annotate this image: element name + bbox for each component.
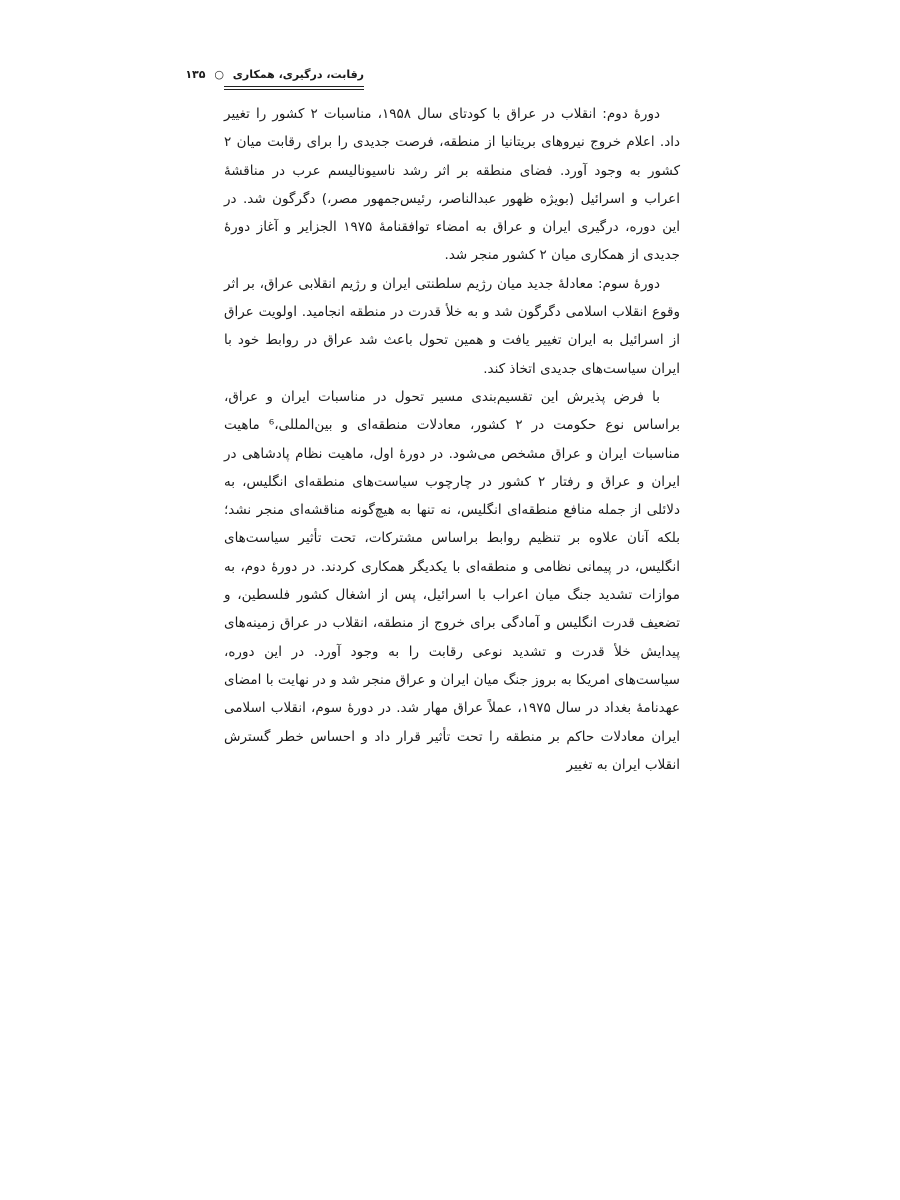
header-rule-thin bbox=[224, 89, 364, 90]
page-number: ۱۳۵ bbox=[185, 68, 206, 81]
running-header bbox=[185, 66, 364, 90]
paragraph-period-two: دورۀ دوم: انقلاب در عراق با کودتای سال ۱۹۵۸، مناسبات ۲ کشور را تغییر داد. اعلام خروج نیروهای بریتانیا از منطقه، فرصت جدیدی را برای رقابت میان ۲ کشور به وجود آورد. فضای منطقه بر اثر رشد ناسیونالیسم عرب در مناقشۀ اعراب و اسرائیل (بویژه ظهور عبدالناصر، رئیس‌جمهور مصر،) دگرگون شد. در این دوره، درگیری ایران و عراق به امضاء توافقنامۀ ۱۹۷۵ الجزایر و آغاز دورۀ جدیدی از همکاری میان ۲ کشور منجر شد. bbox=[224, 106, 680, 264]
body-text bbox=[224, 100, 680, 779]
paragraph-analysis: با فرض پذیرش این تقسیم‌بندی مسیر تحول در مناسبات ایران و عراق، براساس نوع حکومت در ۲ کشور، معادلات منطقه‌ای و بین‌المللی،⁶ ماهیت مناسبات ایران و عراق مشخص می‌شود. در دورۀ اول، ماهیت نظام پادشاهی در ایران و عراق و رفتار ۲ کشور در چارچوب سیاست‌های منطقه‌ای انگلیس، به دلائلی از جمله منافع منطقه‌ای انگلیس، نه تنها به هیچ‌گونه مناقشه‌ای منجر نشد؛ بلکه آنان علاوه بر تنظیم روابط براساس مشترکات، تحت تأثیر سیاست‌های انگلیس، در پیمانی نظامی و منطقه‌ای با یکدیگر همکاری کردند. در دورۀ دوم، به موازات تشدید جنگ میان اعراب با اسرائیل، پس از اشغال کشور فلسطین، و تضعیف قدرت انگلیس و آمادگی برای خروج از منطقه، انقلاب در عراق زمینه‌های پیدایش خلأ قدرت و تشدید نوعی رقابت را به وجود آورد. در این دوره، سیاست‌های امریکا به بروز جنگ میان ایران و عراق منجر شد و در نهایت با امضای عهدنامۀ بغداد در سال ۱۹۷۵، عملاً عراق مهار شد. در دورۀ سوم، انقلاب اسلامی ایران معادلات حاکم بر منطقه را تحت تأثیر قرار داد و احساس خطر گسترش انقلاب ایران به تغییر bbox=[224, 388, 680, 773]
running-title: رقابت، درگیری، همکاری bbox=[232, 68, 364, 81]
header-line bbox=[185, 66, 364, 84]
header-rule bbox=[224, 86, 364, 87]
paragraph-period-three: دورۀ سوم: معادلۀ جدید میان رژیم سلطنتی ایران و رژیم انقلابی عراق، بر اثر وقوع انقلاب اسلامی دگرگون شد و به خلأ قدرت در منطقه انجامید. اولویت عراق از اسرائیل به ایران تغییر یافت و همین تحول باعث شد عراق در روابط خود با ایران سیاست‌های جدیدی اتخاذ کند. bbox=[224, 275, 680, 377]
header-separator: ○ bbox=[214, 68, 224, 81]
